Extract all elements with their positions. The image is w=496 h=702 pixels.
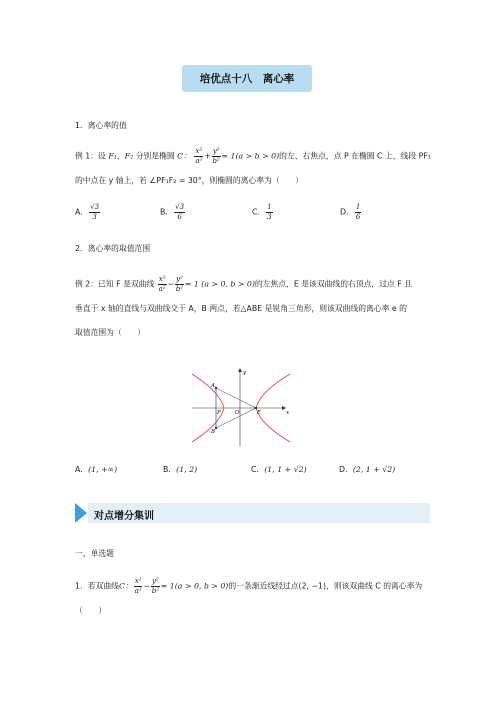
example2-line3: 取值范围为（ ） (75, 328, 146, 337)
fraction-x-over-a: $\frac{\text{x²}}{\text{a²}}$ (134, 577, 142, 595)
label-b: B (211, 429, 216, 435)
question1-line1: 1．若双曲线C： $\frac{\text{x²}}{\text{a²}}$ − $\frac{\text{y²}}{\text{b²}}$ = 1(a > 0, b > 0)的一条渐近线经过点(2, −1)，则该双曲线 C 的离心率为 (75, 577, 423, 595)
example2-option-b: B．(1, 2) (163, 465, 198, 474)
label-y: y (243, 370, 247, 376)
example2-option-c: C．(1, 1 + √2) (251, 465, 307, 474)
example1-option-d: D． $\frac{1}{6}$ (340, 203, 361, 221)
segment-ae (216, 388, 256, 408)
hyperbola-diagram (190, 366, 302, 448)
practice-banner-title: 对点增分集训 (94, 511, 154, 522)
lesson-title-box (182, 65, 312, 92)
label-e: E (257, 410, 262, 416)
label-f: F (217, 410, 221, 416)
example1-option-a: A． $\frac{√3}{3}$ (75, 203, 100, 221)
banner-arrow-icon (75, 503, 87, 523)
fraction-y-over-b: $\frac{\text{y²}}{\text{b²}}$ (212, 147, 220, 165)
fraction-y-over-b: $\frac{\text{y²}}{\text{b²}}$ (151, 577, 160, 595)
label-a: A (211, 383, 215, 389)
fraction-y-over-b: $\frac{\text{y²}}{\text{b²}}$ (175, 275, 184, 293)
example2-option-a: A．(1, +∞) (75, 465, 118, 474)
question1-line2: （ ） (75, 606, 107, 615)
section-heading-eccentricity-range: 2．离心率的取值范围 (75, 244, 151, 253)
fraction-x-over-a: $\frac{\text{x²}}{\text{a²}}$ (195, 147, 203, 165)
label-x: x (286, 410, 290, 416)
example1-option-c: C． $\frac{1}{3}$ (252, 203, 272, 221)
lesson-title: 培优点十八 离心率 (199, 73, 295, 85)
example2-option-d: D．(2, 1 + √2) (339, 465, 396, 474)
example1-option-b: B． $\frac{√3}{6}$ (160, 203, 185, 221)
section-heading-eccentricity-value: 1．离心率的值 (75, 121, 127, 130)
example2-line2: 垂直于 x 轴的直线与双曲线交于 A，B 两点，若△ABE 是锐角三角形，则该双曲线的离心率 e 的 (75, 304, 407, 313)
label-o: O (235, 410, 240, 416)
fraction-x-over-a: $\frac{\text{x²}}{\text{a²}}$ (158, 275, 166, 293)
example2-line1: 例 2：已知 F 是双曲线 $\frac{\text{x²}}{\text{a²}}$ − $\frac{\text{y²}}{\text{b²}}$ = 1 (a > 0, b > 0)的左焦点，E 是该双曲线的右顶点，过点 F 且 (75, 275, 413, 293)
example1-line1: 例 1：设 F₁，F₂ 分别是椭圆 C： $\frac{\text{x²}}{\text{a²}}$ + $\frac{\text{y²}}{\text{b²}}$ = 1(a > b > 0)的左、右焦点，点 P 在椭圆 C 上，线段 PF₁ (75, 147, 431, 165)
section-heading-single-choice: 一、单选题 (75, 549, 114, 558)
example1-line2: 的中点在 y 轴上，若 ∠PF₁F₂ = 30°，则椭圆的离心率为（ ） (75, 176, 304, 185)
